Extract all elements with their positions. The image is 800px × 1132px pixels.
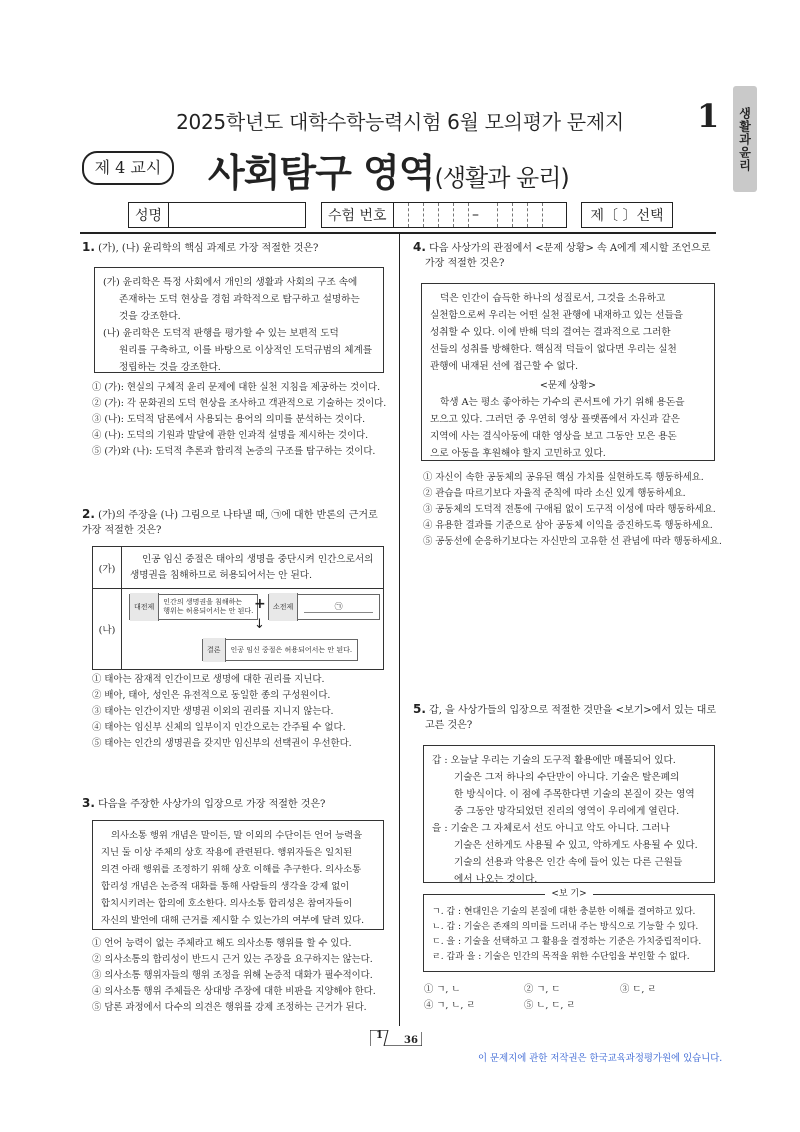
question-4-stem (413, 240, 723, 271)
row-a-text: 인공 임신 중절은 태아의 생명을 중단시켜 인간으로서의 (142, 553, 374, 565)
choice-option[interactable]: ③ 의사소통 행위자들의 행위 조정을 위해 논증적 대화가 필수적이다. (92, 970, 373, 981)
question-2-number: 2. (82, 507, 95, 521)
passage-line: 기술의 선용과 악용은 인간 속에 들어 있는 다른 근원들 (454, 857, 683, 868)
passage-line: 덕은 인간이 습득한 하나의 성질로서, 그것을 소유하고 (440, 293, 666, 304)
major-premise-text: 행위는 허용되어서는 안 된다. (163, 607, 254, 615)
choice-option[interactable]: ⑤ ㄴ, ㄷ, ㄹ (524, 1000, 576, 1011)
area-title-sub: (생활과 윤리) (434, 164, 569, 192)
passage-line: 것을 강조한다. (119, 311, 181, 322)
choice-option[interactable]: ② 관습을 따르기보다 자율적 준칙에 따라 소신 있게 행동하세요. (423, 488, 686, 499)
exam-number-field[interactable] (321, 202, 567, 228)
bogi-item: ㄹ. 갑과 을 : 기술은 인간의 목적을 위한 수단임을 부인할 수 없다. (432, 952, 690, 962)
question-3-stem (82, 796, 392, 812)
page-total: 36 (404, 1035, 418, 1046)
choice-option[interactable]: ① (가): 현실의 구체적 윤리 문제에 대한 실천 지침을 제공하는 것이다. (92, 382, 381, 393)
question-5-stem (413, 702, 723, 733)
row-b-label: (나) (93, 589, 122, 670)
page-current: 1 (376, 1030, 383, 1041)
choice-option[interactable]: ④ 의사소통 행위 주체들은 상대방 주장에 대한 비판을 지양해야 한다. (92, 986, 376, 997)
passage-line: 정립하는 것을 강조한다. (119, 362, 221, 373)
area-title-main: 사회탐구 영역 (208, 151, 435, 195)
question-5-bogi (423, 889, 715, 972)
choice-option[interactable]: ① ㄱ, ㄴ (424, 984, 461, 995)
passage-line: 합리성 개념은 논증적 대화를 통해 사람들의 생각을 강제 없이 (101, 881, 350, 892)
passage-line: 실천함으로써 우리는 어떤 실천 관행에 내재하고 있는 선들을 (430, 310, 684, 321)
passage-line: 기술은 선하게도 사용될 수 있고, 악하게도 사용될 수 있다. (454, 840, 698, 851)
row-a-text: 생명권을 침해하므로 허용되어서는 안 된다. (130, 569, 313, 581)
choice-option[interactable]: ③ (나): 도덕적 담론에서 사용되는 용어의 의미를 분석하는 것이다. (92, 414, 366, 425)
major-premise-text: 인간의 생명권을 침해하는 (163, 598, 243, 606)
question-1-stem (82, 240, 392, 256)
question-1-choices (92, 380, 386, 460)
conclusion-text: 인공 임신 중절은 허용되어서는 안 된다. (230, 646, 353, 654)
syllogism-diagram (122, 589, 384, 670)
choice-option[interactable]: ⑤ (가)와 (나): 도덕적 추론과 합리적 논증의 구조를 탐구하는 것이다. (92, 446, 376, 457)
major-premise-box (129, 594, 258, 620)
situation-line: 지역에 사는 결식아동에 대한 영상을 보고 그동안 모은 용돈 (430, 431, 677, 442)
question-2-stem (82, 507, 392, 538)
question-2-choices (92, 672, 352, 752)
copyright-notice: 이 문제지에 관한 저작권은 한국교육과정평가원에 있습니다. (478, 1053, 723, 1064)
question-3-text: 다음을 주장한 사상가의 입장으로 가장 적절한 것은? (98, 799, 326, 810)
choice-option[interactable]: ① 언어 능력이 없는 주체라고 해도 의사소통 행위를 할 수 있다. (92, 938, 352, 949)
passage-line: 의사소통 행위 개념은 말이든, 말 이외의 수단이든 언어 능력을 (111, 830, 363, 841)
arrow-down-icon: ↓ (254, 617, 265, 632)
passage-line: 에서 나오는 것이다. (454, 874, 538, 885)
passage-line: 의견 아래 행위를 조정하기 위해 상호 이해를 추구한다. 의사소통 (101, 864, 362, 875)
question-3-passage (92, 820, 384, 930)
passage-line: 합치시키려는 합의에 호소한다. 의사소통 합리성은 참여자들이 (101, 898, 353, 909)
passage-line: 자신의 발언에 대해 근거를 제시할 수 있는가의 여부에 달려 있다. (101, 915, 365, 926)
choice-option[interactable]: ⑤ 공동선에 순응하기보다는 자신만의 고유한 선 관념에 따라 행동하세요. (423, 536, 722, 547)
choice-option[interactable]: ④ 유용한 결과를 기준으로 삼아 공동체 이익을 증진하도록 행동하세요. (423, 520, 713, 531)
area-title (208, 142, 569, 197)
exam-number-dash: – (472, 207, 480, 223)
passage-line: 선들의 성취를 방해한다. 핵심적 덕들이 없다면 우리는 실천 (430, 344, 677, 355)
passage-line: (나) 윤리학은 도덕적 판행을 평가할 수 있는 보편적 도덕 (103, 328, 339, 339)
choice-option[interactable]: ④ ㄱ, ㄴ, ㄹ (424, 1000, 476, 1011)
question-5-passage (423, 745, 715, 883)
passage-line: 갑 : 오늘날 우리는 기술의 도구적 활용에만 매몰되어 있다. (432, 755, 676, 766)
question-3-number: 3. (82, 796, 95, 810)
question-2-text: (가)의 주장을 (나) 그림으로 나타낼 때, ㉠에 대한 반론의 근거로 (98, 510, 378, 521)
choice-option[interactable]: ⑤ 태아는 인간의 생명권을 갖지만 임신부의 선택권이 우선한다. (92, 738, 352, 749)
major-premise-label: 대전제 (130, 593, 159, 621)
question-4-text: 다음 사상가의 관점에서 <문제 상황> 속 A에게 제시할 조언으로 (429, 243, 711, 254)
question-4-choices (423, 470, 722, 550)
question-1-text: (가), (나) 윤리학의 핵심 과제로 가장 적절한 것은? (98, 243, 319, 254)
passage-line: (가) 윤리학은 특정 사회에서 개인의 생활과 사회의 구조 속에 (103, 277, 358, 288)
row-a-label: (가) (93, 547, 122, 589)
bogi-item: ㄷ. 을 : 기술을 선택하고 그 활용을 결정하는 기준은 가치중립적이다. (432, 937, 702, 947)
question-2-table (92, 546, 384, 670)
choice-option[interactable]: ② 의사소통의 합리성이 반드시 근거 있는 주장을 요구하지는 않는다. (92, 954, 373, 965)
question-4-passage (421, 283, 715, 461)
minor-premise-label: 소전제 (269, 593, 298, 621)
question-5-number: 5. (413, 702, 426, 716)
situation-line: 으로 아동을 후원해야 할지 고민하고 있다. (430, 448, 606, 459)
passage-line: 성취할 수 있다. 이에 반해 덕의 결여는 결과적으로 그러한 (430, 327, 671, 338)
choice-option[interactable]: ⑤ 담론 과정에서 다수의 의견은 행위를 강제 조정하는 근거가 된다. (92, 1002, 367, 1013)
situation-title: <문제 상황> (539, 380, 597, 391)
passage-line: 존재하는 도덕 현상을 경험 과학적으로 탐구하고 설명하는 (119, 294, 360, 305)
header-divider (80, 232, 716, 234)
minor-premise-blank: ㉠ (304, 601, 373, 613)
question-4-number: 4. (413, 240, 426, 254)
bogi-item: ㄴ. 갑 : 기술은 존재의 의미를 드러내 주는 방식으로 기능할 수 있다. (432, 922, 699, 932)
bogi-item: ㄱ. 갑 : 현대인은 기술의 본질에 대한 충분한 이해를 결여하고 있다. (432, 907, 696, 917)
question-1-number: 1. (82, 240, 95, 254)
situation-line: 학생 A는 평소 좋아하는 가수의 콘서트에 가기 위해 용돈을 (440, 397, 685, 408)
question-4-text-2: 가장 적절한 것은? (425, 258, 505, 269)
question-5-choices (424, 982, 716, 1014)
choice-option[interactable]: ② (가): 각 문화권의 도덕 현상을 조사하고 객관적으로 기술하는 것이다. (92, 398, 387, 409)
passage-line: 을 : 기술은 그 자체로서 선도 아니고 악도 아니다. 그러나 (432, 823, 670, 834)
plus-icon: + (254, 596, 266, 612)
question-2-text-2: 가장 적절한 것은? (82, 525, 162, 536)
choice-option[interactable]: ③ 태아는 인간이지만 생명권 이외의 권리를 지니지 않는다. (92, 706, 334, 717)
exam-number-label: 수험 번호 (322, 203, 394, 227)
choice-option[interactable]: ④ 태아는 임신부 신체의 일부이지 인간으로는 간주될 수 없다. (92, 722, 346, 733)
question-3-choices (92, 936, 376, 1016)
column-divider (399, 234, 400, 1026)
choice-label: 제〔 〕선택 (590, 208, 664, 224)
bogi-title-wrap (424, 887, 714, 902)
minor-premise-box (268, 594, 380, 620)
choice-option[interactable]: ① 자신이 속한 공동체의 공유된 핵심 가치를 실현하도록 행동하세요. (423, 472, 704, 483)
name-label: 성명 (129, 203, 169, 227)
conclusion-label: 결론 (203, 638, 226, 662)
question-1-passage (94, 267, 384, 373)
passage-line: 원리를 구축하고, 이를 바탕으로 이상적인 도덕규범의 체계를 (119, 345, 373, 356)
passage-line: 지닌 둘 이상 주체의 상호 작용에 관련된다. 행위자들은 일치된 (101, 847, 353, 858)
subject-side-tab (733, 86, 757, 192)
passage-line: 관행에 내재된 선에 접근할 수 없다. (430, 361, 579, 372)
passage-line: 한 방식이다. 이 점에 주목한다면 기술의 본질이 갖는 영역 (454, 789, 695, 800)
question-5-text-2: 고른 것은? (425, 720, 473, 731)
choice-option[interactable]: ② ㄱ, ㄷ (524, 984, 561, 995)
side-tab-label: 생활과윤리 (737, 106, 752, 172)
passage-line: 중 그동안 망각되었던 진리의 영역이 우리에게 열린다. (454, 806, 680, 817)
page-number: 1 (697, 97, 720, 135)
choice-option[interactable]: ① 태아는 잠재적 인간이므로 생명에 대한 권리를 지닌다. (92, 674, 325, 685)
question-5-text: 갑, 을 사상가들의 입장으로 적절한 것만을 <보기>에서 있는 대로 (429, 705, 716, 716)
bogi-title: <보 기> (545, 889, 592, 899)
conclusion-box (202, 639, 358, 661)
choice-field[interactable] (581, 202, 673, 228)
situation-line: 모으고 있다. 그러던 중 우연히 영상 플랫폼에서 자신과 같은 (430, 414, 680, 425)
name-field[interactable] (128, 202, 306, 228)
choice-option[interactable]: ③ 공동체의 도덕적 전통에 구애됨 없이 도구적 이성에 따라 행동하세요. (423, 504, 716, 515)
choice-option[interactable]: ② 배아, 태아, 성인은 유전적으로 동일한 종의 구성원이다. (92, 690, 331, 701)
choice-option[interactable]: ④ (나): 도덕의 기원과 발달에 관한 인과적 설명을 제시하는 것이다. (92, 430, 369, 441)
period-badge: 제 4 교시 (82, 151, 174, 185)
exam-title: 2025학년도 대학수학능력시험 6월 모의평가 문제지 (176, 110, 624, 134)
passage-line: 기술은 그저 하나의 수단만이 아니다. 기술은 탈은폐의 (454, 772, 680, 783)
choice-option[interactable]: ③ ㄷ, ㄹ (620, 984, 657, 995)
